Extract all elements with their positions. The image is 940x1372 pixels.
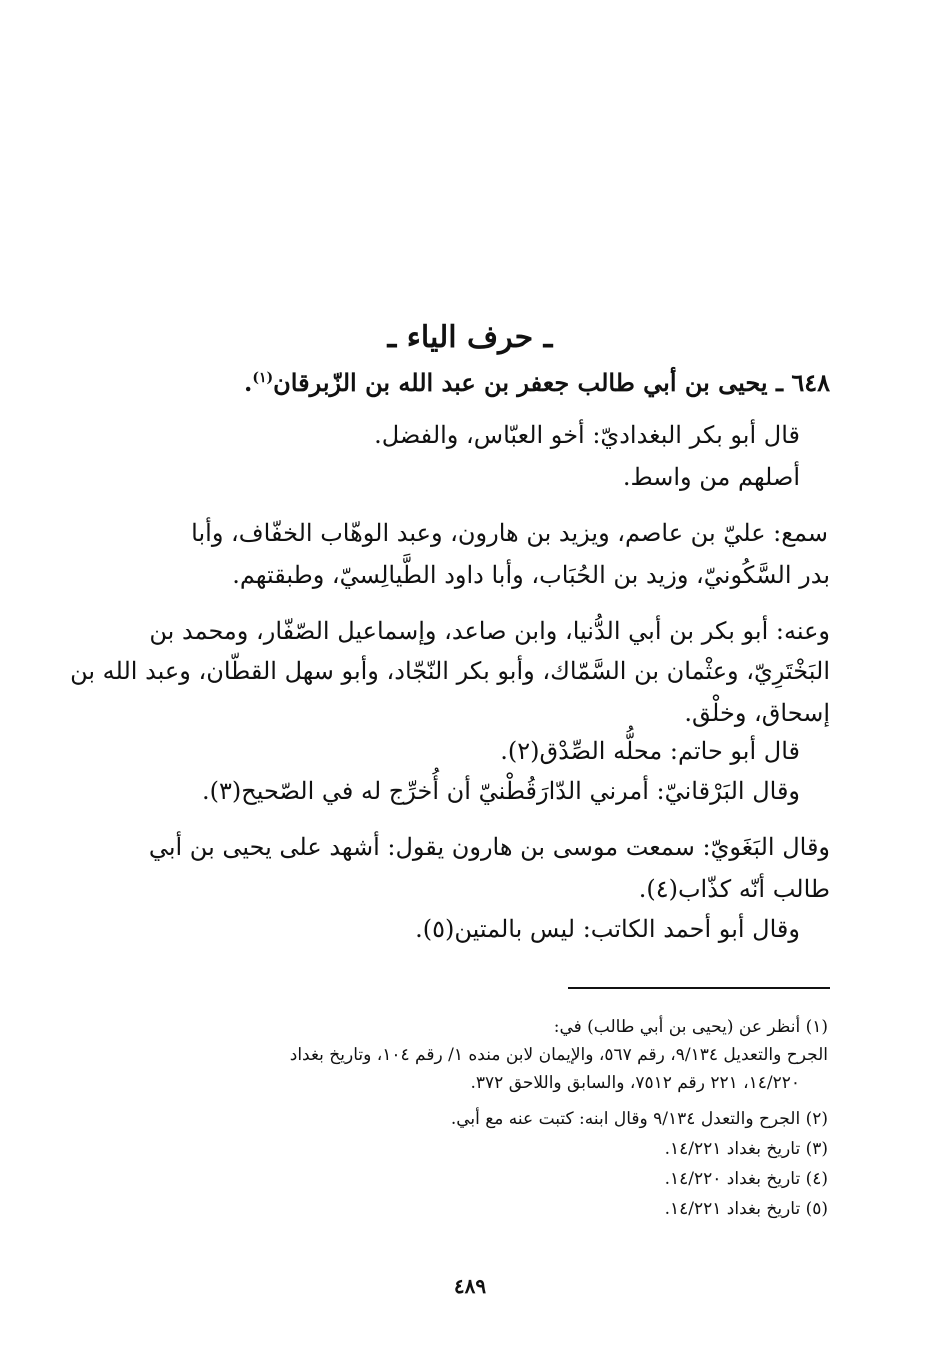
entry-title-text: ٦٤٨ ـ يحيى بن أبي طالب جعفر بن عبد الله بن الزّبرقان: [273, 368, 830, 397]
entry-title-footnote-mark: (١): [252, 370, 274, 386]
entry-line: البَخْتَرِيّ، وعثْمان بن السَّمّاك، وأبو بكر النّجّاد، وأبو سهل القطّان، وعبد الله بن: [70, 657, 830, 685]
entry-line: سمع: عليّ بن عاصم، ويزيد بن هارون، وعبد الوهّاب الخفّاف، وأبا: [191, 519, 828, 547]
footnote: (١) أنظر عن (يحيى بن أبي طالب) في:: [553, 1017, 828, 1037]
footnote-separator: [568, 987, 830, 989]
entry-line: قال أبو حاتم: محلُّه الصِّدْق(٢).: [500, 737, 800, 765]
entry-line: قال أبو بكر البغداديّ: أخو العبّاس، والفضل.: [374, 421, 800, 449]
entry-line: وقال البَرْقانيّ: أمرني الدّارَقُطْنيّ أن أُخرِّج له في الصّحيح(٣).: [201, 777, 800, 805]
entry-title-end: .: [244, 368, 253, 397]
entry-line: طالب أنّه كذّاب(٤).: [638, 875, 830, 903]
entry-title: [110, 366, 830, 400]
footnote: (٢) الجرح والتعدل ٩/١٣٤ وقال ابنه: كتبت عنه مع أبي.: [450, 1109, 828, 1129]
footnote: ١٤/٢٢٠، ٢٢١ رقم ٧٥١٢، والسابق واللاحق ٣٧٢.: [470, 1073, 800, 1093]
entry-line: أصلهم من واسط.: [622, 463, 800, 491]
entry-line: وعنه: أبو بكر بن أبي الدُّنيا، وابن صاعد، وإسماعيل الصّفّار، ومحمد بن: [149, 617, 830, 645]
entry-line: وقال أبو أحمد الكاتب: ليس بالمتين(٥).: [415, 915, 800, 943]
entry-line: بدر السَّكُونيّ، وزيد بن الحُبَاب، وأبا داود الطَّيالِسيّ، وطبقتهم.: [232, 561, 830, 589]
footnote: (٥) تاريخ بغداد ١٤/٢٢١.: [664, 1199, 828, 1219]
page-number: ٤٨٩: [453, 1274, 487, 1298]
section-heading: ـ حرف الياء ـ: [387, 320, 553, 355]
entry-line: إسحاق، وخلْق.: [684, 699, 830, 727]
footnote: (٤) تاريخ بغداد ١٤/٢٢٠.: [664, 1169, 828, 1189]
footnote: الجرح والتعديل ٩/١٣٤، رقم ٥٦٧، والإيمان لابن منده ١/ رقم ١٠٤، وتاريخ بغداد: [289, 1045, 828, 1065]
footnote: (٣) تاريخ بغداد ١٤/٢٢١.: [664, 1139, 828, 1159]
entry-line: وقال البَغَويّ: سمعت موسى بن هارون يقول: أشهد على يحيى بن أبي: [148, 833, 830, 861]
